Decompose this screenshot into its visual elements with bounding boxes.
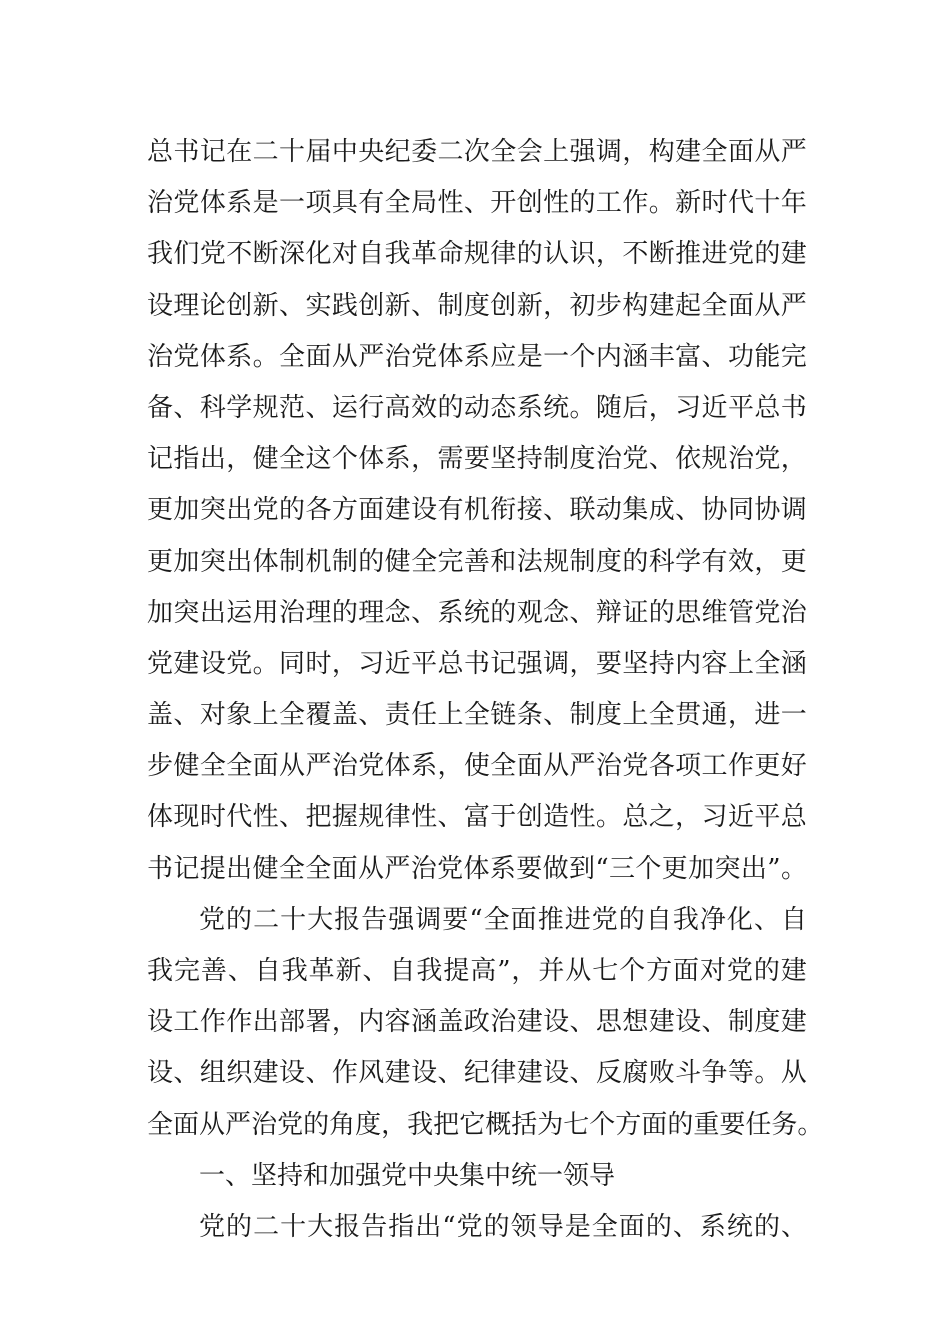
text-line: 加 突 出 运 用 治 理 的 理 念 、 系 统 的 观 念 、 辩 证 的 思 维 管 党 治: [147, 597, 807, 628]
text-line: 党 建 设 党 。 同 时 ， 习 近 平 总 书 记 强 调 ， 要 坚 持 内 容 上 全 涵: [147, 648, 807, 679]
text-line: 设 工 作 作 出 部 署 ， 内 容 涵 盖 政 治 建 设 、 思 想 建 设 、 制 度 建: [147, 1007, 807, 1038]
text-line: 更 加 突 出 党 的 各 方 面 建 设 有 机 衔 接 、 联 动 集 成 、 协 同 协 调: [147, 495, 807, 526]
body-text: [147, 127, 824, 1253]
text-line: 治 党 体 系 。 全 面 从 严 治 党 体 系 应 是 一 个 内 涵 丰 富 、 功 能 完: [147, 341, 807, 372]
text-line: 备 、 科 学 规 范 、 运 行 高 效 的 动 态 系 统 。 随 后 ， 习 近 平 总 书: [147, 392, 807, 423]
text-line: 步 健 全 全 面 从 严 治 党 体 系 ， 使 全 面 从 严 治 党 各 项 工 作 更 好: [147, 751, 807, 782]
text-line: 更 加 突 出 体 制 机 制 的 健 全 完 善 和 法 规 制 度 的 科 学 有 效 ， 更: [147, 546, 807, 577]
text-line: 设 、 组 织 建 设 、 作 风 建 设 、 纪 律 建 设 、 反 腐 败 斗 争 等 。 从: [147, 1058, 807, 1089]
text-line: 我 完 善 、 自 我 革 新 、 自 我 提 高 ” ， 并 从 七 个 方 面 对 党 的 建: [147, 956, 807, 986]
text-line: 党 的 二 十 大 报 告 指 出 “ 党 的 领 导 是 全 面 的 、 系 统 的 、: [199, 1211, 807, 1242]
text-line: 我 们 党 不 断 深 化 对 自 我 革 命 规 律 的 认 识 ， 不 断 推 进 党 的 建: [147, 239, 807, 270]
text-line: 体 现 时 代 性 、 把 握 规 律 性 、 富 于 创 造 性 。 总 之 ， 习 近 平 总: [147, 802, 807, 833]
section-heading: 一、坚持和加强党中央集中统一领导: [199, 1160, 616, 1191]
text-line: 记 指 出 ， 健 全 这 个 体 系 ， 需 要 坚 持 制 度 治 党 、 依 规 治 党 ，: [147, 444, 807, 475]
text-line: 党 的 二 十 大 报 告 强 调 要 “ 全 面 推 进 党 的 自 我 净 化 、 自: [199, 904, 807, 935]
text-line: 总 书 记 在 二 十 届 中 央 纪 委 二 次 全 会 上 强 调 ， 构 建 全 面 从 严: [147, 137, 807, 167]
text-line: 全 面 从 严 治 党 的 角 度 ， 我 把 它 概 括 为 七 个 方 面 的 重 要 任 务 。: [147, 1109, 824, 1140]
text-line: 治 党 体 系 是 一 项 具 有 全 局 性 、 开 创 性 的 工 作 。 新 时 代 十 年: [147, 188, 807, 219]
text-line: 盖 、 对 象 上 全 覆 盖 、 责 任 上 全 链 条 、 制 度 上 全 贯 通 ， 进 一: [147, 700, 807, 731]
text-line: 设 理 论 创 新 、 实 践 创 新 、 制 度 创 新 ， 初 步 构 建 起 全 面 从 严: [147, 290, 807, 321]
text-line: 书 记 提 出 健 全 全 面 从 严 治 党 体 系 要 做 到 “ 三 个 更 加 突 出 ” 。: [147, 853, 807, 884]
